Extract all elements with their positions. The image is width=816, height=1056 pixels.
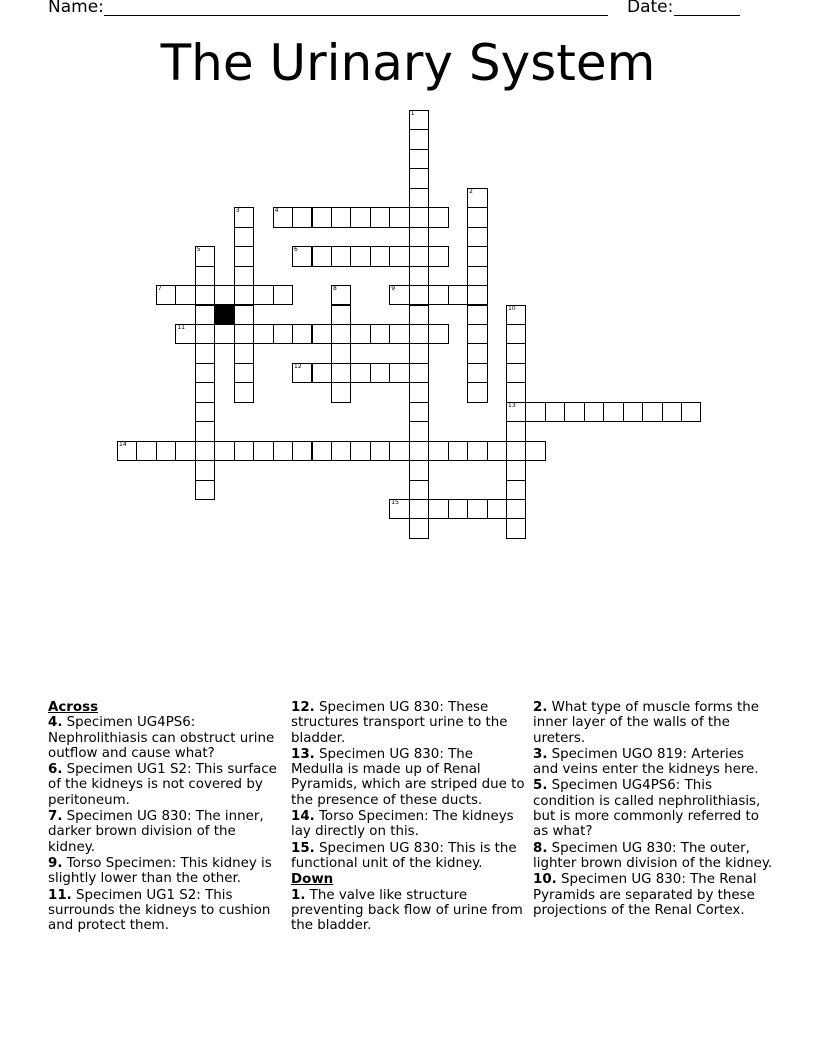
date-label: Date: xyxy=(627,0,674,17)
grid-cell[interactable] xyxy=(389,285,409,305)
grid-cell[interactable] xyxy=(467,324,487,344)
grid-cell[interactable] xyxy=(156,441,176,461)
clues-column-1 xyxy=(48,700,280,934)
name-line[interactable] xyxy=(104,15,608,16)
clue-number: 11 xyxy=(177,323,185,331)
grid-cell[interactable] xyxy=(292,324,312,344)
across-heading: Across xyxy=(48,700,99,715)
grid-cell[interactable] xyxy=(506,480,526,500)
grid-cell[interactable] xyxy=(370,324,390,344)
grid-cell[interactable] xyxy=(331,382,351,402)
grid-cell[interactable] xyxy=(234,441,254,461)
clue-item: 8. Specimen UG 830: The outer, lighter brown division of the kidney. xyxy=(533,840,773,871)
grid-cell[interactable] xyxy=(467,441,487,461)
down-heading: Down xyxy=(291,872,334,888)
grid-cell[interactable] xyxy=(506,441,526,461)
grid-cell[interactable] xyxy=(467,499,487,519)
grid-cell[interactable] xyxy=(467,305,487,325)
grid-cell[interactable] xyxy=(642,402,662,422)
grid-cell[interactable] xyxy=(350,324,370,344)
grid-cell[interactable] xyxy=(195,441,215,461)
grid-cell[interactable] xyxy=(506,324,526,344)
grid-cell[interactable] xyxy=(234,382,254,402)
clue-number: 2 xyxy=(469,187,473,195)
clue-number: 12 xyxy=(294,362,302,370)
grid-cell[interactable] xyxy=(525,441,545,461)
grid-cell[interactable] xyxy=(389,441,409,461)
down-clues-continued xyxy=(533,700,773,918)
grid-cell[interactable] xyxy=(662,402,682,422)
grid-cell[interactable] xyxy=(506,460,526,480)
grid-cell[interactable] xyxy=(292,246,312,266)
grid-cell[interactable] xyxy=(292,363,312,383)
grid-cell[interactable] xyxy=(467,266,487,286)
clue-number: 15 xyxy=(391,499,399,506)
grid-cell[interactable] xyxy=(448,499,468,519)
grid-cell[interactable] xyxy=(273,441,293,461)
grid-cell[interactable] xyxy=(195,343,215,363)
grid-cell[interactable] xyxy=(234,285,254,305)
clue-item: 1. The valve like structure preventing back flow of urine from the bladder. xyxy=(291,887,523,934)
grid-cell[interactable] xyxy=(195,460,215,480)
grid-cell[interactable] xyxy=(506,382,526,402)
clue-number: 14 xyxy=(119,440,127,448)
page-title: The Urinary System xyxy=(160,34,656,92)
clue-item: 9. Torso Specimen: This kidney is slightly lower than the other. xyxy=(48,855,272,887)
grid-cell[interactable] xyxy=(214,324,234,344)
grid-cell[interactable] xyxy=(428,285,448,305)
clue-number: 10 xyxy=(508,304,516,312)
grid-cell[interactable] xyxy=(409,499,429,519)
grid-cell[interactable] xyxy=(467,207,487,227)
grid-cell[interactable] xyxy=(467,285,487,305)
grid-cell[interactable] xyxy=(448,285,468,305)
grid-cell[interactable] xyxy=(389,324,409,344)
across-clues-continued xyxy=(291,700,527,871)
grid-cell[interactable] xyxy=(467,188,487,208)
grid-cell[interactable] xyxy=(428,324,448,344)
grid-cell[interactable] xyxy=(273,324,293,344)
grid-cell[interactable] xyxy=(175,285,195,305)
grid-cell[interactable] xyxy=(195,285,215,305)
grid-cell[interactable] xyxy=(409,382,429,402)
clue-item: 13. Specimen UG 830: The Medulla is made up of Renal Pyramids, which are striped due to the presence of these ducts. xyxy=(291,746,525,808)
grid-cell[interactable] xyxy=(195,266,215,286)
clue-number: 7 xyxy=(157,285,162,293)
grid-cell[interactable] xyxy=(117,441,137,461)
clue-item: 7. Specimen UG 830: The inner, darker brown division of the kidney. xyxy=(48,809,264,855)
date-line[interactable] xyxy=(674,15,740,16)
clue-item: 6. Specimen UG1 S2: This surface of the kidneys is not covered by peritoneum. xyxy=(48,762,277,808)
grid-cell[interactable] xyxy=(273,207,293,227)
grid-cell[interactable] xyxy=(195,402,215,422)
clue-number: 9 xyxy=(391,285,396,293)
grid-cell[interactable] xyxy=(389,207,409,227)
grid-cell[interactable] xyxy=(175,324,195,344)
grid-cell[interactable] xyxy=(545,402,565,422)
grid-cell[interactable] xyxy=(409,421,429,441)
grid-cell[interactable] xyxy=(467,382,487,402)
grid-cell[interactable] xyxy=(331,343,351,363)
grid-cell[interactable] xyxy=(506,363,526,383)
grid-cell[interactable] xyxy=(681,402,701,422)
grid-cell[interactable] xyxy=(234,207,254,227)
grid-cell[interactable] xyxy=(312,207,332,227)
grid-cell[interactable] xyxy=(234,227,254,247)
grid-cell[interactable] xyxy=(506,421,526,441)
clue-item: 4. Specimen UG4PS6: Nephrolithiasis can obstruct urine outflow and cause what? xyxy=(48,715,275,761)
grid-cell[interactable] xyxy=(564,402,584,422)
grid-cell[interactable] xyxy=(409,285,429,305)
grid-cell[interactable] xyxy=(409,110,429,130)
grid-cell[interactable] xyxy=(234,324,254,344)
grid-cell[interactable] xyxy=(409,207,429,227)
grid-cell[interactable] xyxy=(389,246,409,266)
grid-cell[interactable] xyxy=(350,207,370,227)
clue-item: 14. Torso Specimen: The kidneys lay directly on this. xyxy=(291,809,514,840)
grid-cell[interactable] xyxy=(409,402,429,422)
grid-cell[interactable] xyxy=(234,363,254,383)
grid-cell[interactable] xyxy=(584,402,604,422)
grid-cell[interactable] xyxy=(409,266,429,286)
name-label: Name: xyxy=(48,0,104,17)
clue-item: 5. Specimen UG4PS6: This condition is called nephrolithiasis, but is more commonly referred to as what? xyxy=(533,778,761,840)
grid-cell[interactable] xyxy=(409,168,429,188)
grid-cell[interactable] xyxy=(409,343,429,363)
grid-cell[interactable] xyxy=(389,499,409,519)
grid-cell[interactable] xyxy=(506,402,526,422)
grid-cell[interactable] xyxy=(448,441,468,461)
grid-cell[interactable] xyxy=(506,499,526,519)
grid-cell[interactable] xyxy=(195,363,215,383)
grid-cell[interactable] xyxy=(136,441,156,461)
grid-cell[interactable] xyxy=(428,499,448,519)
grid-cell[interactable] xyxy=(195,305,215,325)
grid-cell[interactable] xyxy=(253,285,273,305)
grid-cell[interactable] xyxy=(331,207,351,227)
grid-cell[interactable] xyxy=(409,518,429,538)
grid-cell[interactable] xyxy=(312,246,332,266)
grid-cell[interactable] xyxy=(195,480,215,500)
grid-cell[interactable] xyxy=(409,246,429,266)
grid-cell[interactable] xyxy=(370,207,390,227)
grid-cell[interactable] xyxy=(331,246,351,266)
grid-cell[interactable] xyxy=(331,305,351,325)
grid-cell[interactable] xyxy=(292,207,312,227)
grid-cell[interactable] xyxy=(506,518,526,538)
grid-cell[interactable] xyxy=(175,441,195,461)
grid-cell[interactable] xyxy=(195,324,215,344)
grid-cell[interactable] xyxy=(409,324,429,344)
grid-cell[interactable] xyxy=(370,441,390,461)
clue-number: 4 xyxy=(274,207,279,215)
across-clues xyxy=(48,715,280,933)
grid-cell[interactable] xyxy=(234,246,254,266)
clue-item: 10. Specimen UG 830: The Renal Pyramids are separated by these projections of the Renal Cortex. xyxy=(533,872,757,918)
grid-cell[interactable] xyxy=(467,227,487,247)
grid-cell[interactable] xyxy=(409,188,429,208)
grid-cell[interactable] xyxy=(292,441,312,461)
grid-cell[interactable] xyxy=(331,441,351,461)
grid-cell[interactable] xyxy=(312,363,332,383)
grid-cell[interactable] xyxy=(350,363,370,383)
grid-cell[interactable] xyxy=(253,324,273,344)
clue-item: 2. What type of muscle forms the inner layer of the walls of the ureters. xyxy=(533,700,759,746)
grid-cell[interactable] xyxy=(428,207,448,227)
grid-cell[interactable] xyxy=(350,246,370,266)
grid-cell[interactable] xyxy=(195,382,215,402)
grid-cell[interactable] xyxy=(331,324,351,344)
grid-cell[interactable] xyxy=(389,363,409,383)
grid-cell[interactable] xyxy=(409,129,429,149)
clues-column-3 xyxy=(533,700,773,919)
grid-cell[interactable] xyxy=(234,305,254,325)
grid-cell[interactable] xyxy=(195,421,215,441)
grid-cell[interactable] xyxy=(370,246,390,266)
grid-cell[interactable] xyxy=(428,246,448,266)
grid-cell[interactable] xyxy=(253,441,273,461)
grid-cell[interactable] xyxy=(623,402,643,422)
grid-cell[interactable] xyxy=(214,285,234,305)
grid-cell[interactable] xyxy=(370,363,390,383)
grid-cell[interactable] xyxy=(331,285,351,305)
grid-cell[interactable] xyxy=(234,266,254,286)
grid-cell[interactable] xyxy=(409,441,429,461)
grid-cell[interactable] xyxy=(409,480,429,500)
grid-cell[interactable] xyxy=(156,285,176,305)
clue-item: 12. Specimen UG 830: These structures transport urine to the bladder. xyxy=(291,700,508,746)
clue-number: 13 xyxy=(508,401,516,409)
grid-cell[interactable] xyxy=(312,441,332,461)
clue-item: 11. Specimen UG1 S2: This surrounds the kidneys to cushion and protect them. xyxy=(48,887,271,934)
grid-cell[interactable] xyxy=(487,499,507,519)
grid-cell[interactable] xyxy=(525,402,545,422)
clue-number: 8 xyxy=(332,285,337,293)
grid-cell[interactable] xyxy=(506,343,526,363)
clue-item: 3. Specimen UGO 819: Arteries and veins enter the kidneys here. xyxy=(533,746,759,778)
grid-cell[interactable] xyxy=(467,343,487,363)
clue-number: 3 xyxy=(235,207,240,215)
grid-cell[interactable] xyxy=(409,363,429,383)
grid-cell[interactable] xyxy=(409,149,429,169)
grid-cell[interactable] xyxy=(312,324,332,344)
grid-cell[interactable] xyxy=(506,305,526,325)
grid-cell[interactable] xyxy=(273,285,293,305)
grid-cell[interactable] xyxy=(487,441,507,461)
grid-cell[interactable] xyxy=(350,441,370,461)
grid-cell[interactable] xyxy=(234,343,254,363)
grid-cell[interactable] xyxy=(467,363,487,383)
grid-cell[interactable] xyxy=(467,246,487,266)
grid-cell[interactable] xyxy=(409,305,429,325)
grid-cell[interactable] xyxy=(195,246,215,266)
grid-cell[interactable] xyxy=(603,402,623,422)
grid-block xyxy=(214,305,234,325)
clue-item: 15. Specimen UG 830: This is the functional unit of the kidney. xyxy=(291,840,517,871)
clue-number: 1 xyxy=(410,110,415,117)
grid-cell[interactable] xyxy=(428,441,448,461)
grid-cell[interactable] xyxy=(409,227,429,247)
grid-cell[interactable] xyxy=(214,441,234,461)
grid-cell[interactable] xyxy=(409,460,429,480)
clue-number: 5 xyxy=(196,246,201,254)
clues-column-2 xyxy=(291,700,527,934)
clue-number: 6 xyxy=(294,246,298,254)
down-clues xyxy=(291,888,527,934)
grid-cell[interactable] xyxy=(331,363,351,383)
